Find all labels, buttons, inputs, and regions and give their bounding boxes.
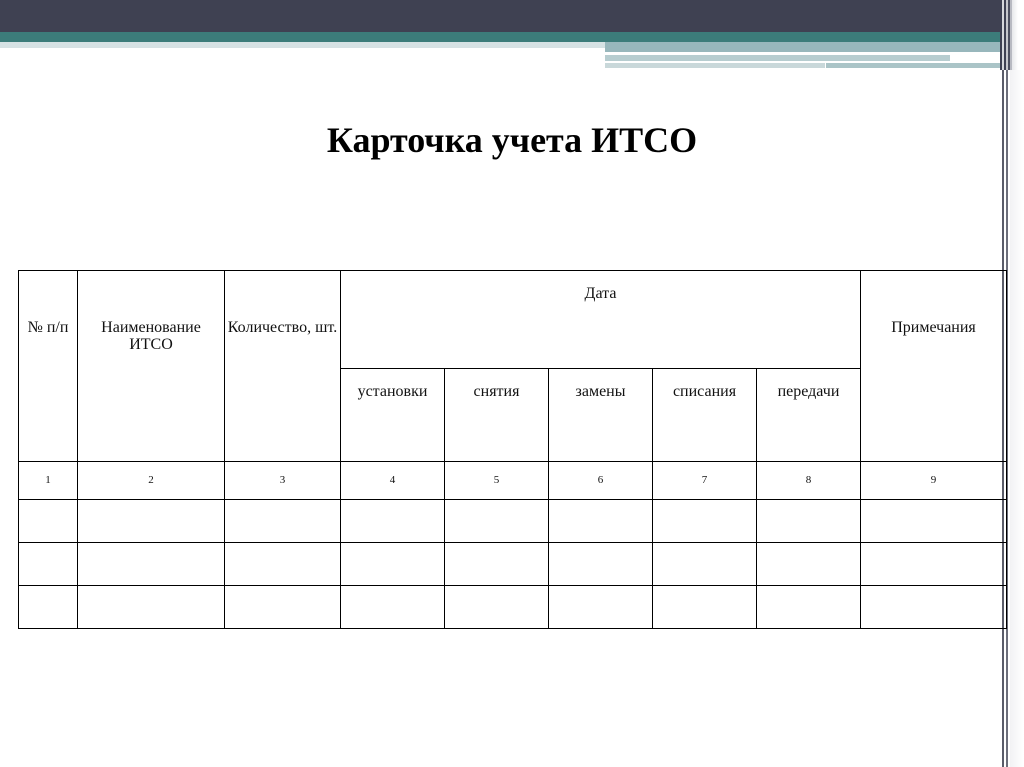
right-edge-top-decoration xyxy=(1000,0,1024,70)
header-name: Наименование ИТСО xyxy=(78,271,225,462)
header-bar-dark xyxy=(0,0,1000,32)
column-number: 5 xyxy=(445,462,549,500)
right-edge-fade xyxy=(1010,70,1024,767)
table-cell[interactable] xyxy=(78,500,225,543)
table-cell[interactable] xyxy=(341,500,445,543)
itso-card-table xyxy=(18,270,1007,629)
table-cell[interactable] xyxy=(653,543,757,586)
subheader-removal: снятия xyxy=(445,369,549,462)
column-number: 4 xyxy=(341,462,445,500)
column-number: 8 xyxy=(757,462,861,500)
table-cell[interactable] xyxy=(225,543,341,586)
table-cell[interactable] xyxy=(225,586,341,629)
header-date: Дата xyxy=(341,271,861,369)
header-qty: Количество, шт. xyxy=(225,271,341,462)
table-cell[interactable] xyxy=(757,500,861,543)
page-title: Карточка учета ИТСО xyxy=(326,120,698,160)
header-bar-teal xyxy=(0,32,1000,42)
column-number: 9 xyxy=(861,462,1007,500)
column-number: 2 xyxy=(78,462,225,500)
column-number: 7 xyxy=(653,462,757,500)
column-number: 3 xyxy=(225,462,341,500)
subheader-replacement: замены xyxy=(549,369,653,462)
table-cell[interactable] xyxy=(445,500,549,543)
table-cell[interactable] xyxy=(78,543,225,586)
table-cell[interactable] xyxy=(653,500,757,543)
header-bar-accent-short xyxy=(605,63,825,68)
header-bar-accent-thin xyxy=(605,55,950,61)
table-cell[interactable] xyxy=(861,500,1007,543)
table-cell[interactable] xyxy=(445,543,549,586)
header-num: № п/п xyxy=(19,271,78,462)
header-bar-accent xyxy=(605,42,1000,52)
table-cell[interactable] xyxy=(757,586,861,629)
subheader-transfer: передачи xyxy=(757,369,861,462)
table-cell[interactable] xyxy=(225,500,341,543)
table-cell[interactable] xyxy=(19,543,78,586)
column-number: 6 xyxy=(549,462,653,500)
table-row xyxy=(19,500,1007,543)
table-row xyxy=(19,543,1007,586)
table-cell[interactable] xyxy=(757,543,861,586)
header-bar-light xyxy=(0,42,605,48)
table-cell[interactable] xyxy=(653,586,757,629)
table-cell[interactable] xyxy=(549,500,653,543)
header-notes: Примечания xyxy=(861,271,1007,462)
subheader-install: установки xyxy=(341,369,445,462)
column-number: 1 xyxy=(19,462,78,500)
column-number-row xyxy=(19,462,1007,500)
table-cell[interactable] xyxy=(78,586,225,629)
subheader-writeoff: списания xyxy=(653,369,757,462)
table-cell[interactable] xyxy=(19,586,78,629)
table-cell[interactable] xyxy=(19,500,78,543)
header-row xyxy=(19,271,1007,369)
table-cell[interactable] xyxy=(445,586,549,629)
table-cell[interactable] xyxy=(861,586,1007,629)
table-cell[interactable] xyxy=(861,543,1007,586)
table-cell[interactable] xyxy=(549,543,653,586)
table-cell[interactable] xyxy=(341,586,445,629)
table-cell[interactable] xyxy=(341,543,445,586)
table-row xyxy=(19,586,1007,629)
header-bar-strip xyxy=(826,63,1004,68)
table-cell[interactable] xyxy=(549,586,653,629)
